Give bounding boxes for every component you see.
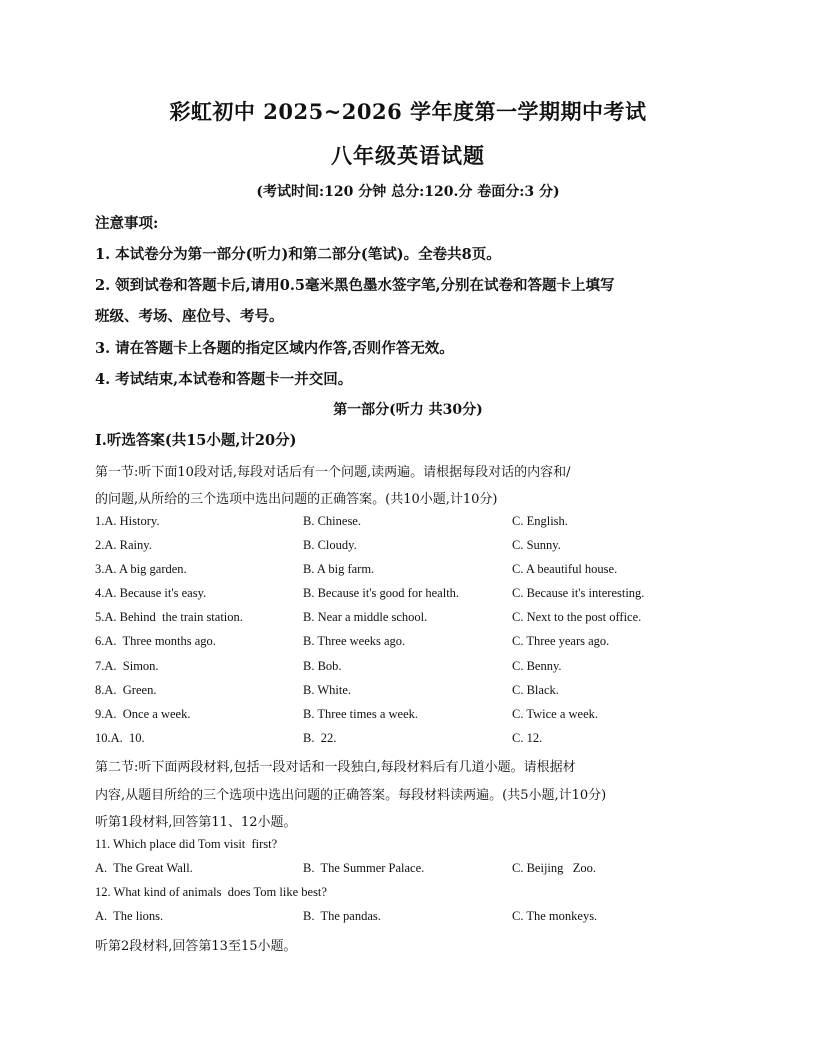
option-a: 1.A. History. [95,514,160,528]
option-c: C. English. [512,514,568,528]
option-c: C. 12. [512,731,543,745]
question-row [95,586,735,604]
question-row [95,861,735,879]
exam-info: (考试时间:120 分钟 总分:120.分 卷面分:3 分) [256,184,560,200]
option-a: 6.A. Three months ago. [95,634,216,648]
question-row [95,731,735,749]
question-row [95,562,735,580]
option-c: C. Sunny. [512,538,561,552]
section2-instruction: 内容,从题目所给的三个选项中选出问题的正确答案。每段材料读两遍。(共5小题,计10分) [95,788,607,803]
note-item: 1. 本试卷分为第一部分(听力)和第二部分(笔试)。全卷共8页。 [95,246,501,263]
question-row [95,659,735,677]
option-b: B. Because it's good for health. [303,586,460,600]
option-a: 5.A. Behind the train station. [95,610,243,624]
option-c: C. Beijing Zoo. [512,861,597,875]
material-heading: 听第1段材料,回答第11、12小题。 [95,815,297,830]
option-a: 2.A. Rainy. [95,538,152,552]
option-b: B. Bob. [303,659,342,673]
note-item: 2. 领到试卷和答题卡后,请用0.5毫米黑色墨水签字笔,分别在试卷和答题卡上填写 [95,277,615,294]
option-b: B. A big farm. [303,562,375,576]
question-row [95,909,735,927]
option-a: A. The lions. [95,909,164,923]
option-b: B. White. [303,683,352,697]
option-b: B. Cloudy. [303,538,357,552]
option-a: 4.A. Because it's easy. [95,586,207,600]
exam-subject-title: 八年级英语试题 [331,143,485,168]
part1-title: 第一部分(听力 共30分) [333,402,483,418]
option-c: C. Black. [512,683,559,697]
exam-title: 彩虹初中 2025~2026 学年度第一学期期中考试 [169,99,647,124]
option-c: C. The monkeys. [512,909,598,923]
option-c: C. A beautiful house. [512,562,618,576]
option-c: C. Because it's interesting. [512,586,645,600]
question-stem: 11. Which place did Tom visit first? [95,837,278,851]
question-row [95,610,735,628]
section1-instruction: 第一节:听下面10段对话,每段对话后有一个问题,读两遍。请根据每段对话的内容和/ [95,465,571,480]
material-heading: 听第2段材料,回答第13至15小题。 [95,939,297,954]
option-a: 7.A. Simon. [95,659,159,673]
option-c: C. Twice a week. [512,707,599,721]
option-b: B. 22. [303,731,337,745]
section1-title: Ⅰ.听选答案(共15小题,计20分) [95,432,297,449]
question-row [95,707,735,725]
option-b: B. Chinese. [303,514,361,528]
option-c: C. Benny. [512,659,562,673]
option-a: 3.A. A big garden. [95,562,187,576]
option-a: 8.A. Green. [95,683,157,697]
option-a: 10.A. 10. [95,731,145,745]
option-b: B. The Summer Palace. [303,861,425,875]
option-b: B. Near a middle school. [303,610,428,624]
option-b: B. Three weeks ago. [303,634,406,648]
option-a: 9.A. Once a week. [95,707,191,721]
question-row [95,514,735,532]
question-stem: 12. What kind of animals does Tom like best? [95,885,327,899]
question-row [95,538,735,556]
question-row [95,634,735,652]
option-b: B. The pandas. [303,909,381,923]
option-c: C. Three years ago. [512,634,610,648]
question-row [95,683,735,701]
option-b: B. Three times a week. [303,707,419,721]
note-item: 3. 请在答题卡上各题的指定区域内作答,否则作答无效。 [95,340,454,357]
note-item: 班级、考场、座位号、考号。 [95,308,284,325]
option-c: C. Next to the post office. [512,610,642,624]
option-a: A. The Great Wall. [95,861,193,875]
section1-instruction: 的问题,从所给的三个选项中选出问题的正确答案。(共10小题,计10分) [95,492,498,507]
section2-instruction: 第二节:听下面两段材料,包括一段对话和一段独白,每段材料后有几道小题。请根据材 [95,760,576,775]
notes-heading: 注意事项: [95,215,159,232]
note-item: 4. 考试结束,本试卷和答题卡一并交回。 [95,371,353,388]
